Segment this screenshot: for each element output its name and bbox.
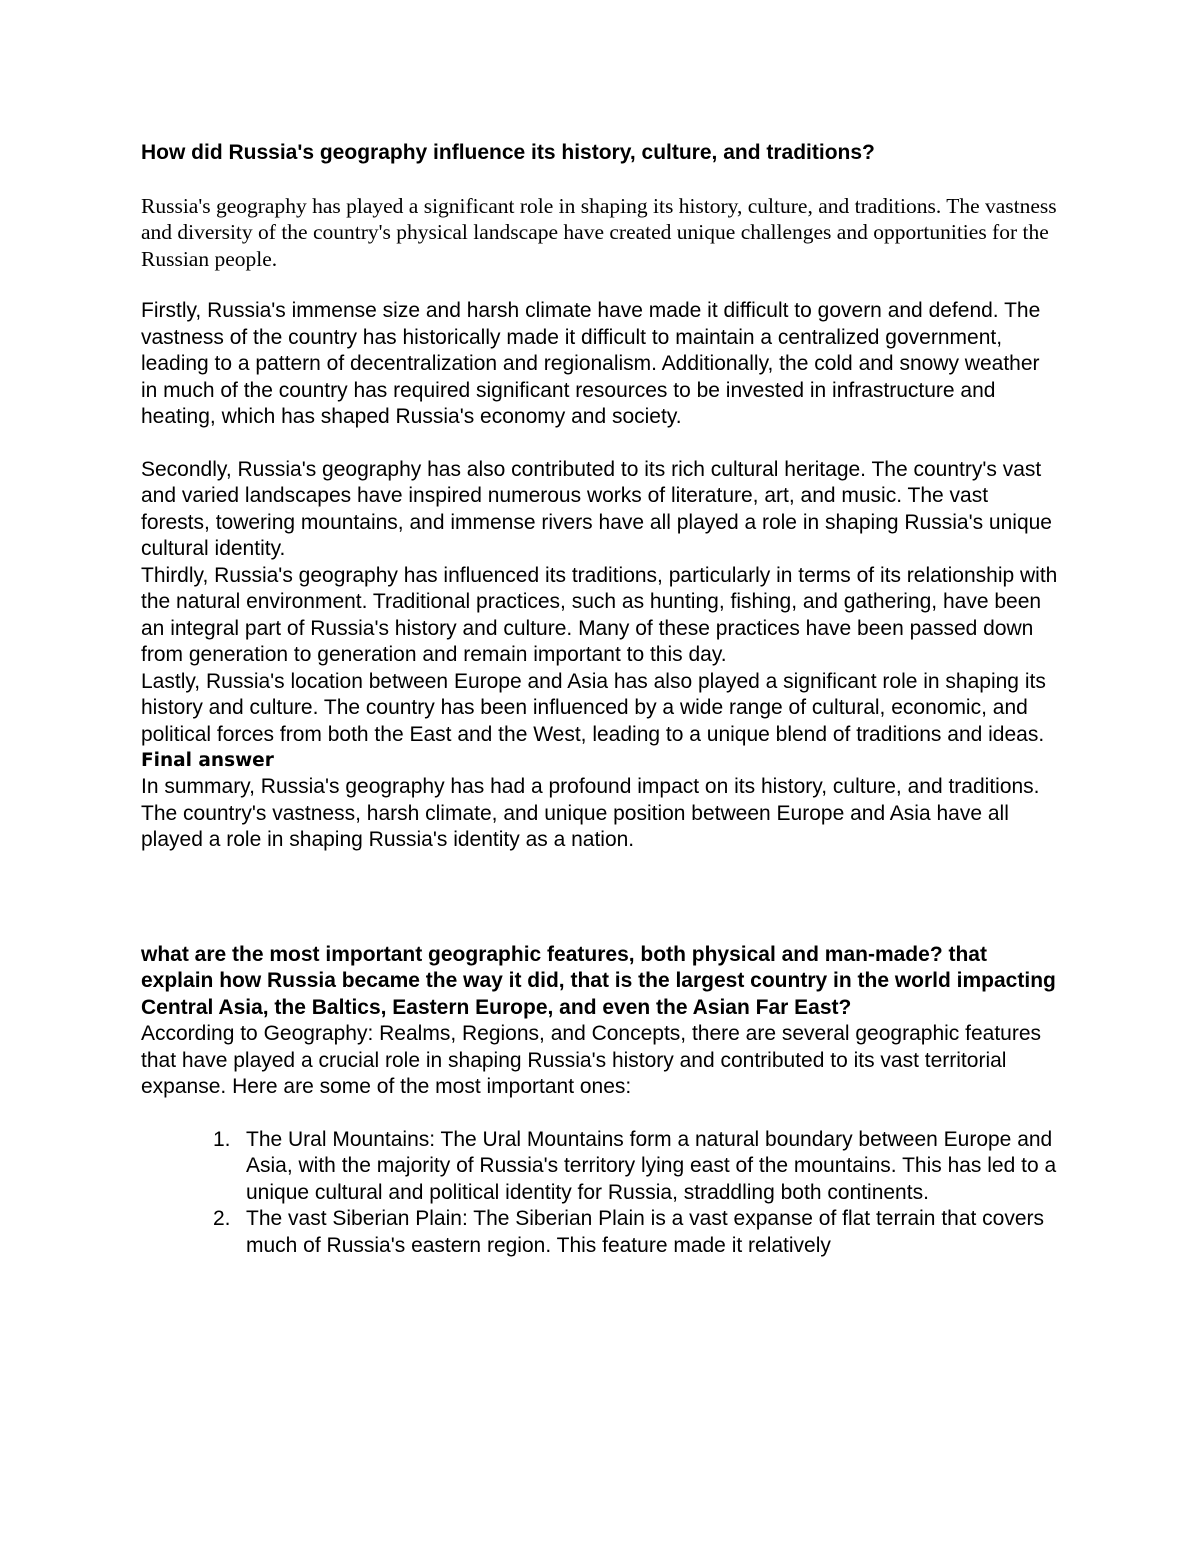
list-item-text: The Ural Mountains: The Ural Mountains form a natural boundary between Europe and Asia, with the majority of Russia's territory lying east of the mountains. This has led to a unique cultural and political identity for Russia, straddling both continents.	[246, 1127, 1057, 1204]
final-answer-label: Final answer	[141, 750, 274, 771]
intro-paragraph: Russia's geography has played a significant role in shaping its history, culture, and traditions. The vastness and diversity of the country's physical landscape have created unique challenges and opportunities for the Russian people.	[141, 193, 1057, 271]
list-item-text: The vast Siberian Plain: The Siberian Plain is a vast expanse of flat terrain that covers much of Russia's eastern region. This feature made it relatively	[246, 1207, 1045, 1257]
paragraph-secondly: Secondly, Russia's geography has also contributed to its rich cultural heritage. The country's vast and varied landscapes have inspired numerous works of literature, art, and music. The vast forests, towering mountains, and immense rivers have all played a role in shaping Russia's unique cultural identity.	[141, 457, 1052, 560]
list-item-number: 1.	[213, 1127, 231, 1151]
list-item	[141, 1127, 1061, 1207]
list-item-number: 2.	[213, 1207, 231, 1230]
spacer	[141, 431, 1061, 457]
features-list	[141, 1127, 1061, 1260]
spacer	[141, 854, 1061, 942]
list-item	[141, 1206, 1061, 1259]
final-answer-text: In summary, Russia's geography has had a profound impact on its history, culture, and traditions. The country's vastness, harsh climate, and unique position between Europe and Asia have all played a role in shaping Russia's identity as a nation.	[141, 775, 1040, 851]
spacer	[141, 167, 1061, 193]
question-1-title: How did Russia's geography influence its history, culture, and traditions?	[141, 141, 875, 164]
document-page	[141, 140, 1061, 1259]
spacer	[141, 272, 1061, 298]
spacer	[141, 1101, 1061, 1127]
paragraph-lastly: Lastly, Russia's location between Europe and Asia has also played a significant role in shaping its history and culture. The country has been influenced by a wide range of cultural, economic, and political forces from both the East and the West, leading to a unique blend of traditions and ideas.	[141, 669, 1046, 746]
paragraph-thirdly: Thirdly, Russia's geography has influenced its traditions, particularly in terms of its relationship with the natural environment. Traditional practices, such as hunting, fishing, and gathering, have been an integral part of Russia's history and culture. Many of these practices have been passed down from generation to generation and remain important to this day.	[141, 563, 1058, 666]
question-2-title: what are the most important geographic features, both physical and man-made? that explain how Russia became the way it did, that is the largest country in the world impacting Central Asia, the Baltics, Eastern Europe, and even the Asian Far East?	[141, 942, 1056, 1019]
question-2-intro: According to Geography: Realms, Regions, and Concepts, there are several geographic features that have played a crucial role in shaping Russia's history and contributed to its vast territorial expanse. Here are some of the most important ones:	[141, 1022, 1042, 1098]
paragraph-firstly: Firstly, Russia's immense size and harsh climate have made it difficult to govern and defend. The vastness of the country has historically made it difficult to maintain a centralized government, leading to a pattern of decentralization and regionalism. Additionally, the cold and snowy weather in much of the country has required significant resources to be invested in infrastructure and heating, which has shaped Russia's economy and society.	[141, 299, 1041, 428]
